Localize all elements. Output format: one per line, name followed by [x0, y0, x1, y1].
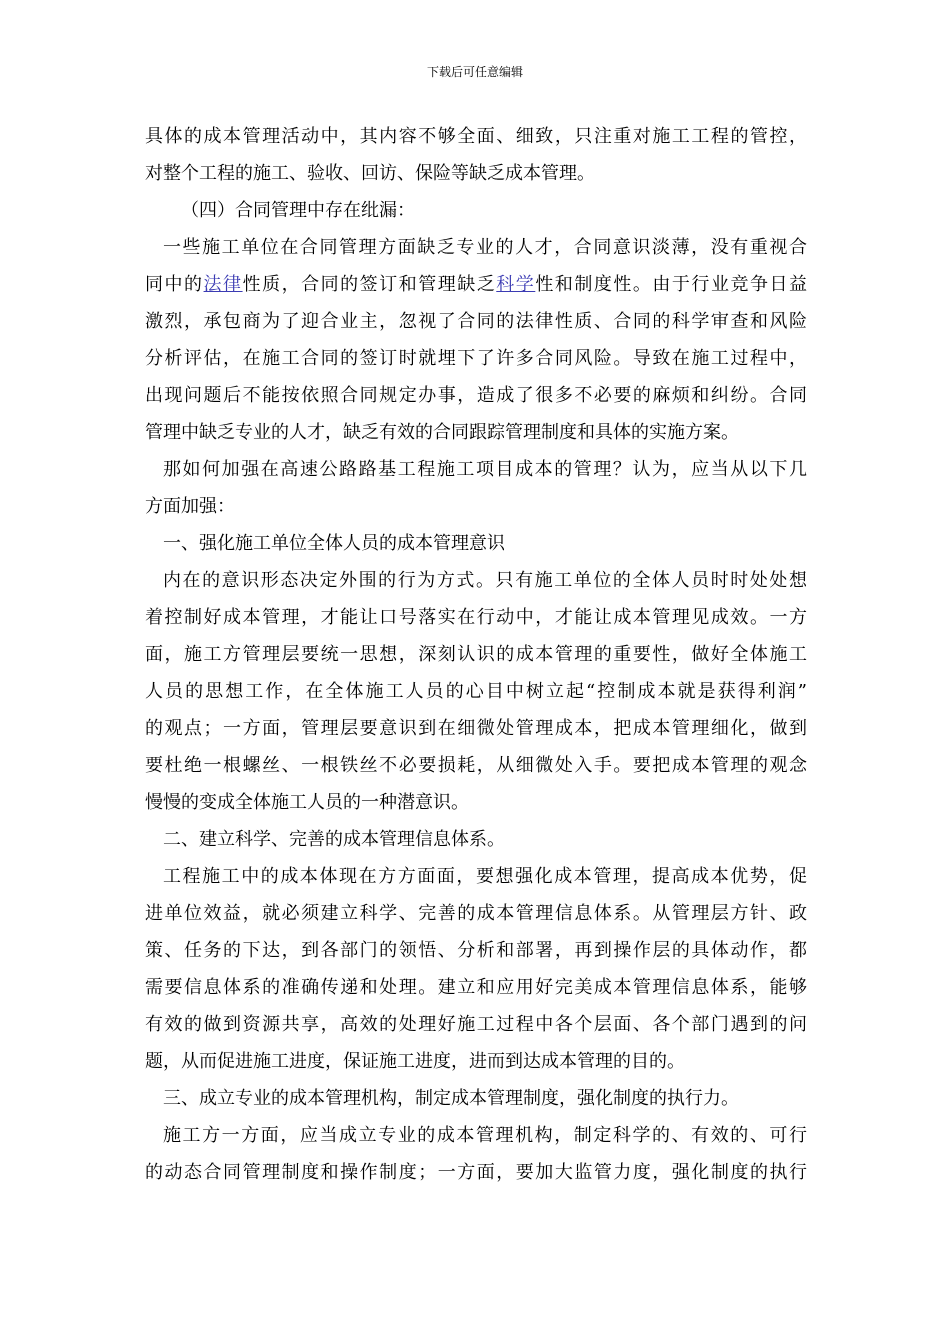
body-line: 那如何加强在高速公路路基工程施工项目成本的管理？认为，应当从以下几 [163, 459, 807, 480]
body-line: 管理中缺乏专业的人才，缺乏有效的合同跟踪管理制度和具体的实施方案。 [145, 422, 739, 443]
body-line: 面，施工方管理层要统一思想，深刻认识的成本管理的重要性，做好全体施工 [145, 644, 807, 665]
body-line: 人员的思想工作，在全体施工人员的心目中树立起“控制成本就是获得利润” [145, 681, 807, 702]
body-line: 要杜绝一根螺丝、一根铁丝不必要损耗，从细微处入手。要把成本管理的观念 [145, 755, 807, 776]
section-heading: 三、成立专业的成本管理机构，制定成本管理制度，强化制度的执行力。 [163, 1088, 739, 1109]
science-link[interactable]: 科学 [496, 274, 536, 295]
section-heading: 二、建立科学、完善的成本管理信息体系。 [163, 829, 505, 850]
body-line: 具体的成本管理活动中，其内容不够全面、细致，只注重对施工工程的管控， [145, 126, 807, 147]
body-line: 内在的意识形态决定外围的行为方式。只有施工单位的全体人员时时处处想 [163, 570, 807, 591]
body-line: 方面加强： [145, 496, 235, 517]
document-body [145, 118, 807, 1191]
body-line: 激烈，承包商为了迎合业主，忽视了合同的法律性质、合同的科学审查和风险 [145, 311, 807, 332]
page-header: 下载后可任意编辑 [426, 65, 523, 79]
section-heading: （四）合同管理中存在纰漏： [181, 200, 415, 221]
body-line: 的观点；一方面，管理层要意识到在细微处管理成本，把成本管理细化，做到 [145, 718, 807, 739]
body-line: 出现问题后不能按依照合同规定办事，造成了很多不必要的麻烦和纠纷。合同 [145, 385, 807, 406]
body-line: 需要信息体系的准确传递和处理。建立和应用好完美成本管理信息体系，能够 [145, 977, 807, 998]
body-line: 的动态合同管理制度和操作制度；一方面，要加大监管力度，强化制度的执行 [145, 1162, 807, 1183]
body-line: 进单位效益，就必须建立科学、完善的成本管理信息体系。从管理层方针、政 [145, 903, 807, 924]
body-line: 着控制好成本管理，才能让口号落实在行动中，才能让成本管理见成效。一方 [145, 607, 807, 628]
text-fragment: 同中的 [145, 274, 204, 295]
text-fragment: 性质，合同的签订和管理缺乏 [242, 274, 497, 295]
body-line-with-links [145, 266, 807, 303]
body-line: 工程施工中的成本体现在方方面面，要想强化成本管理，提高成本优势，促 [163, 866, 807, 887]
text-fragment: 性和制度性。由于行业竞争日益 [535, 274, 807, 295]
law-link[interactable]: 法律 [203, 274, 243, 295]
body-line: 有效的做到资源共享，高效的处理好施工过程中各个层面、各个部门遇到的问 [145, 1014, 807, 1035]
body-line: 对整个工程的施工、验收、回访、保险等缺乏成本管理。 [145, 163, 595, 184]
body-line: 题，从而促进施工进度，保证施工进度，进而到达成本管理的目的。 [145, 1051, 685, 1072]
body-line: 施工方一方面，应当成立专业的成本管理机构，制定科学的、有效的、可行 [163, 1125, 807, 1146]
section-heading: 一、强化施工单位全体人员的成本管理意识 [163, 533, 505, 554]
body-line: 策、任务的下达，到各部门的领悟、分析和部署，再到操作层的具体动作，都 [145, 940, 807, 961]
body-line: 一些施工单位在合同管理方面缺乏专业的人才，合同意识淡薄，没有重视合 [163, 237, 807, 258]
body-line: 分析评估，在施工合同的签订时就埋下了许多合同风险。导致在施工过程中， [145, 348, 807, 369]
body-line: 慢慢的变成全体施工人员的一种潜意识。 [145, 792, 469, 813]
